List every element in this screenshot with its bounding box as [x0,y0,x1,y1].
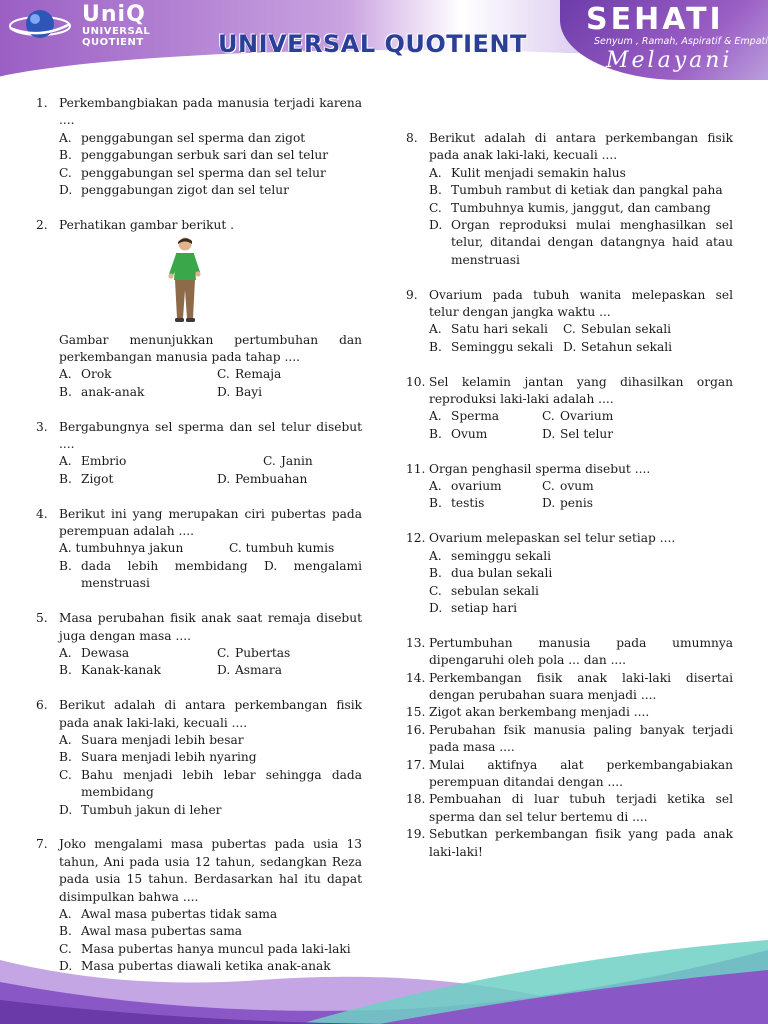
question-number: 12. [406,531,426,546]
question-stem: Zigot akan berkembang menjadi .... [429,705,650,720]
option-d: D. Masa pubertas diawali ketika anak-anak [59,959,331,974]
question-stem: Sebutkan perkembangan fisik yang pada anak laki-laki! [429,827,733,859]
option-d: D. penggabungan zigot dan sel telur [59,183,289,198]
option-d: Pembuahan [235,471,308,486]
question-stem: Organ penghasil sperma disebut .... [429,461,651,476]
question-number: 10. [406,374,426,389]
option-d: D. setiap hari [429,600,518,615]
option-b: B. Tumbuh rambut di ketiak dan pangkal paha [429,183,723,198]
option-c: Ovarium [560,409,614,424]
brand-tagline: Senyum , Ramah, Aspiratif & Empati [594,36,768,47]
question-stem: Berikut adalah di antara perkembangan fisik pada anak laki-laki, kecuali .... [429,131,733,163]
question-stem: Mulai aktifnya alat perkembangabiakan perempuan ditandai dengan .... [429,757,733,789]
globe-logo-icon [8,4,72,44]
question-stem: Perhatikan gambar berikut . [59,217,234,232]
option-b-d-row: B. dada lebih membidang D. mengalami menstruasi [59,558,362,593]
option-row: A. Dewasa C. Pubertas [59,645,362,662]
question-stem: Masa perubahan fisik anak saat remaja disebut juga dengan masa .... [59,611,362,643]
option-b: B. dua bulan sekali [429,566,553,581]
option-d: Bayi [235,384,263,399]
option-d: penis [560,496,594,511]
question-stem: Ovarium pada tubuh wanita melepaskan sel telur dengan jangka waktu ... [429,287,733,320]
question-number: 13. [406,635,426,650]
option-b: Seminggu sekali [451,339,554,354]
question-12 [406,530,733,617]
page-header [0,0,768,92]
option-d: Sel telur [560,426,614,441]
option-c: C. sebulan sekali [429,583,539,598]
question-8 [406,130,733,269]
option-c: C. tumbuh kumis [229,541,335,556]
option-d: Setahun sekali [581,339,673,354]
question-number: 4. [36,506,48,521]
option-b: Zigot [81,471,114,486]
option-row: A. Embrio C. Janin [59,453,362,470]
question-9 [406,287,733,357]
option-row: B. Ovum D. Sel telur [429,426,733,443]
question-stem: Sel kelamin jantan yang dihasilkan organ reproduksi laki-laki adalah .... [429,374,733,407]
option-row: A. Orok C. Remaja [59,366,362,383]
option-b: B. Suara menjadi lebih nyaring [59,750,257,765]
question-number: 7. [36,837,48,852]
option-a: Dewasa [81,645,130,660]
option-row: A. Satu hari sekali C. Sebulan sekali [429,321,733,338]
option-c: ovum [560,479,594,494]
question-number: 2. [36,217,48,232]
question-stem: Joko mengalami masa pubertas pada usia 13 tahun, Ani pada usia 12 tahun, sedangkan Reza pada usia 15 tahun. Berdasarkan hal itu dapat disimpulkan bahwa .... [59,837,362,904]
option-d: D. Tumbuh jakun di leher [59,802,222,817]
right-column [406,130,733,861]
option-b: anak-anak [81,384,145,399]
option-b: testis [451,496,485,511]
question-4 [36,506,362,593]
option-b: Ovum [451,426,488,441]
option-row: A. Sperma C. Ovarium [429,408,733,425]
footer-wave-decoration [0,920,768,1024]
question-stem: Berikut ini yang merupakan ciri pubertas pada perempuan adalah .... [59,506,362,539]
question-number: 11. [406,461,426,476]
option-c: Pubertas [235,645,291,660]
option-row: A. ovarium C. ovum [429,478,733,495]
question-number: 5. [36,611,48,626]
question-2 [36,217,362,401]
question-14 [406,670,733,705]
question-stem: Pertumbuhan manusia pada umumnya dipengaruhi oleh pola ... dan .... [429,635,733,668]
option-a: A. Suara menjadi lebih besar [59,732,244,747]
question-number: 1. [36,96,48,110]
question-17 [406,757,733,792]
question-stem: Perkembangbiakan pada manusia terjadi karena .... [59,96,362,128]
option-c: C. Masa pubertas hanya muncul pada laki-laki [59,941,351,956]
boy-figure-image [155,234,215,326]
question-3 [36,419,362,489]
option-c: Janin [281,454,313,469]
option-d: D. Organ reproduksi mulai menghasilkan sel telur, ditandai dengan datangnya haid atau menstruasi [429,218,733,267]
question-18 [406,791,733,826]
option-row: B. Seminggu sekali D. Setahun sekali [429,339,733,356]
option-row: B. anak-anak D. Bayi [59,384,362,401]
option-b: B. Awal masa pubertas sama [59,924,243,939]
option-a: A. Awal masa pubertas tidak sama [59,906,278,921]
question-stem-continued: Gambar menunjukkan pertumbuhan dan perkembangan manusia pada tahap .... [59,332,362,365]
question-stem: Perubahan fsik manusia paling banyak terjadi pada masa .... [429,722,733,755]
question-number: 14. [406,670,426,685]
page-title: UNIVERSAL QUOTIENT [218,30,527,58]
question-stem: Berikut adalah di antara perkembangan fisik pada anak laki-laki, kecuali .... [59,698,362,730]
question-15 [406,704,733,721]
option-c: C. Bahu menjadi lebih lebar sehingga dada membidang [59,767,362,800]
question-16 [406,722,733,757]
option-c: C. penggabungan sel sperma dan sel telur [59,165,326,180]
option-c: Sebulan sekali [581,322,672,337]
option-a: A. penggabungan sel sperma dan zigot [59,130,306,145]
question-13 [406,635,733,670]
option-a: Satu hari sekali [451,322,548,337]
option-d: Asmara [235,663,282,678]
uniq-logo-text [82,4,150,48]
question-number: 6. [36,698,48,713]
option-row: B. Kanak-kanak D. Asmara [59,662,362,679]
question-stem: Perkembangan fisik anak laki-laki disertai dengan perubahan suara menjadi .... [429,670,733,702]
option-a: A. Kulit menjadi semakin halus [429,165,626,180]
option-a: Orok [81,367,112,382]
question-number: 16. [406,722,426,737]
question-number: 18. [406,792,426,807]
option-row: B. testis D. penis [429,495,733,512]
brand-sehati: SEHATI [586,2,724,37]
option-b: B. penggabungan serbuk sari dan sel telur [59,148,329,163]
option-a: Sperma [451,409,500,424]
logo-line2: QUOTIENT [82,37,144,48]
logo-mark: UniQ [82,2,146,27]
question-stem: Pembuahan di luar tubuh terjadi ketika sel sperma dan sel telur bertemu di .... [429,792,733,824]
option-c: C. Tumbuhnya kumis, janggut, dan cambang [429,200,711,215]
question-5 [36,610,362,680]
question-6 [36,697,362,819]
option-a: ovarium [451,479,502,494]
logo-line1: UNIVERSAL [82,26,151,37]
option-a: A. tumbuhnya jakun [59,541,184,556]
option-b: Kanak-kanak [81,663,161,678]
option-a: Embrio [81,454,127,469]
question-number: 15. [406,705,426,720]
question-1 [36,95,362,199]
left-column [36,95,362,976]
question-19 [406,826,733,861]
question-number: 3. [36,419,48,434]
question-number: 19. [406,827,426,842]
question-11 [406,461,733,513]
option-c: Remaja [235,367,282,382]
question-number: 9. [406,287,418,302]
question-number: 17. [406,757,426,772]
option-row: B. Zigot D. Pembuahan [59,471,362,488]
question-stem: Ovarium melepaskan sel telur setiap .... [429,531,676,546]
question-number: 8. [406,131,418,145]
option-b-d: dada lebih membidang D. mengalami menstruasi [81,558,362,591]
question-10 [406,374,733,444]
option-row [59,540,362,557]
question-stem: Bergabungnya sel sperma dan sel telur disebut .... [59,419,362,452]
option-a: A. seminggu sekali [429,548,552,563]
brand-slogan: Melayani [606,48,733,73]
